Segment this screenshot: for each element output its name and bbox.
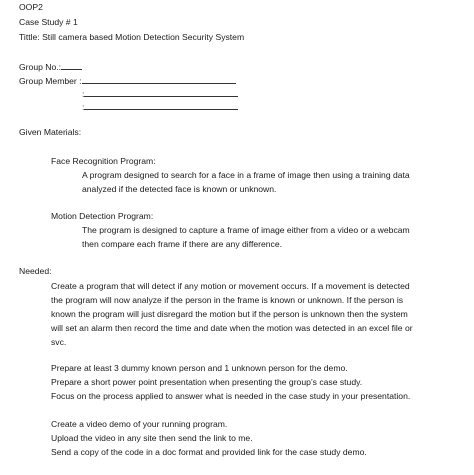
- demo-item-1: Prepare at least 3 dummy known person and 1 unknown person for the demo.: [51, 363, 348, 373]
- motion-detection-line-1: The program is designed to capture a frame of image either from a video or a webcam: [82, 225, 410, 235]
- face-recognition-line-2: analyzed if the detected face is known or unknown.: [82, 184, 277, 194]
- group-member-colon-2: :: [82, 89, 85, 99]
- document-title: Tittle: Still camera based Motion Detection Security System: [19, 32, 245, 42]
- group-member-label: Group Member :: [19, 76, 82, 86]
- motion-detection-line-2: then compare each frame if there are any difference.: [82, 239, 282, 249]
- face-recognition-title: Face Recognition Program:: [51, 156, 156, 166]
- needed-paragraph-line-2: the program will now analyze if the person in the frame is known or unknown. If the person is: [51, 295, 404, 305]
- group-member-row-1: [19, 75, 236, 87]
- face-recognition-line-1: A program designed to search for a face in a frame of image then using a training data: [82, 170, 410, 180]
- group-member-blank-2: [84, 88, 238, 97]
- group-member-row-2: [82, 88, 238, 100]
- given-materials-heading: Given Materials:: [19, 127, 82, 137]
- group-member-blank-1: [82, 75, 236, 84]
- course-code: OOP2: [19, 2, 43, 12]
- needed-paragraph-line-1: Create a program that will detect if any motion or movement occurs. If a movement is detected: [51, 281, 410, 291]
- group-no-blank: [61, 61, 82, 70]
- group-no-label: Group No.:: [19, 62, 62, 72]
- group-no-row: [19, 61, 82, 73]
- needed-paragraph-line-4: will set an alarm then record the time and date when the motion was detected in an excel file or: [51, 323, 413, 333]
- submission-item-2: Upload the video in any site then send the link to me.: [51, 433, 253, 443]
- demo-item-2: Prepare a short power point presentation when presenting the group’s case study.: [51, 377, 363, 387]
- demo-item-3: Focus on the process applied to answer what is needed in the case study in your presentation.: [51, 391, 411, 401]
- case-study-number: Case Study # 1: [19, 17, 78, 27]
- needed-heading: Needed:: [19, 266, 52, 276]
- needed-paragraph-line-3: known the program will just disregard the motion but if the person is unknown then the system: [51, 309, 408, 319]
- group-member-blank-3: [84, 101, 238, 110]
- group-member-row-3: [82, 101, 238, 113]
- needed-paragraph-line-5: svc.: [51, 337, 67, 347]
- group-member-colon-3: :: [82, 102, 85, 112]
- motion-detection-title: Motion Detection Program:: [51, 211, 154, 221]
- submission-item-3: Send a copy of the code in a doc format and provided link for the case study demo.: [51, 447, 367, 457]
- submission-item-1: Create a video demo of your running program.: [51, 419, 228, 429]
